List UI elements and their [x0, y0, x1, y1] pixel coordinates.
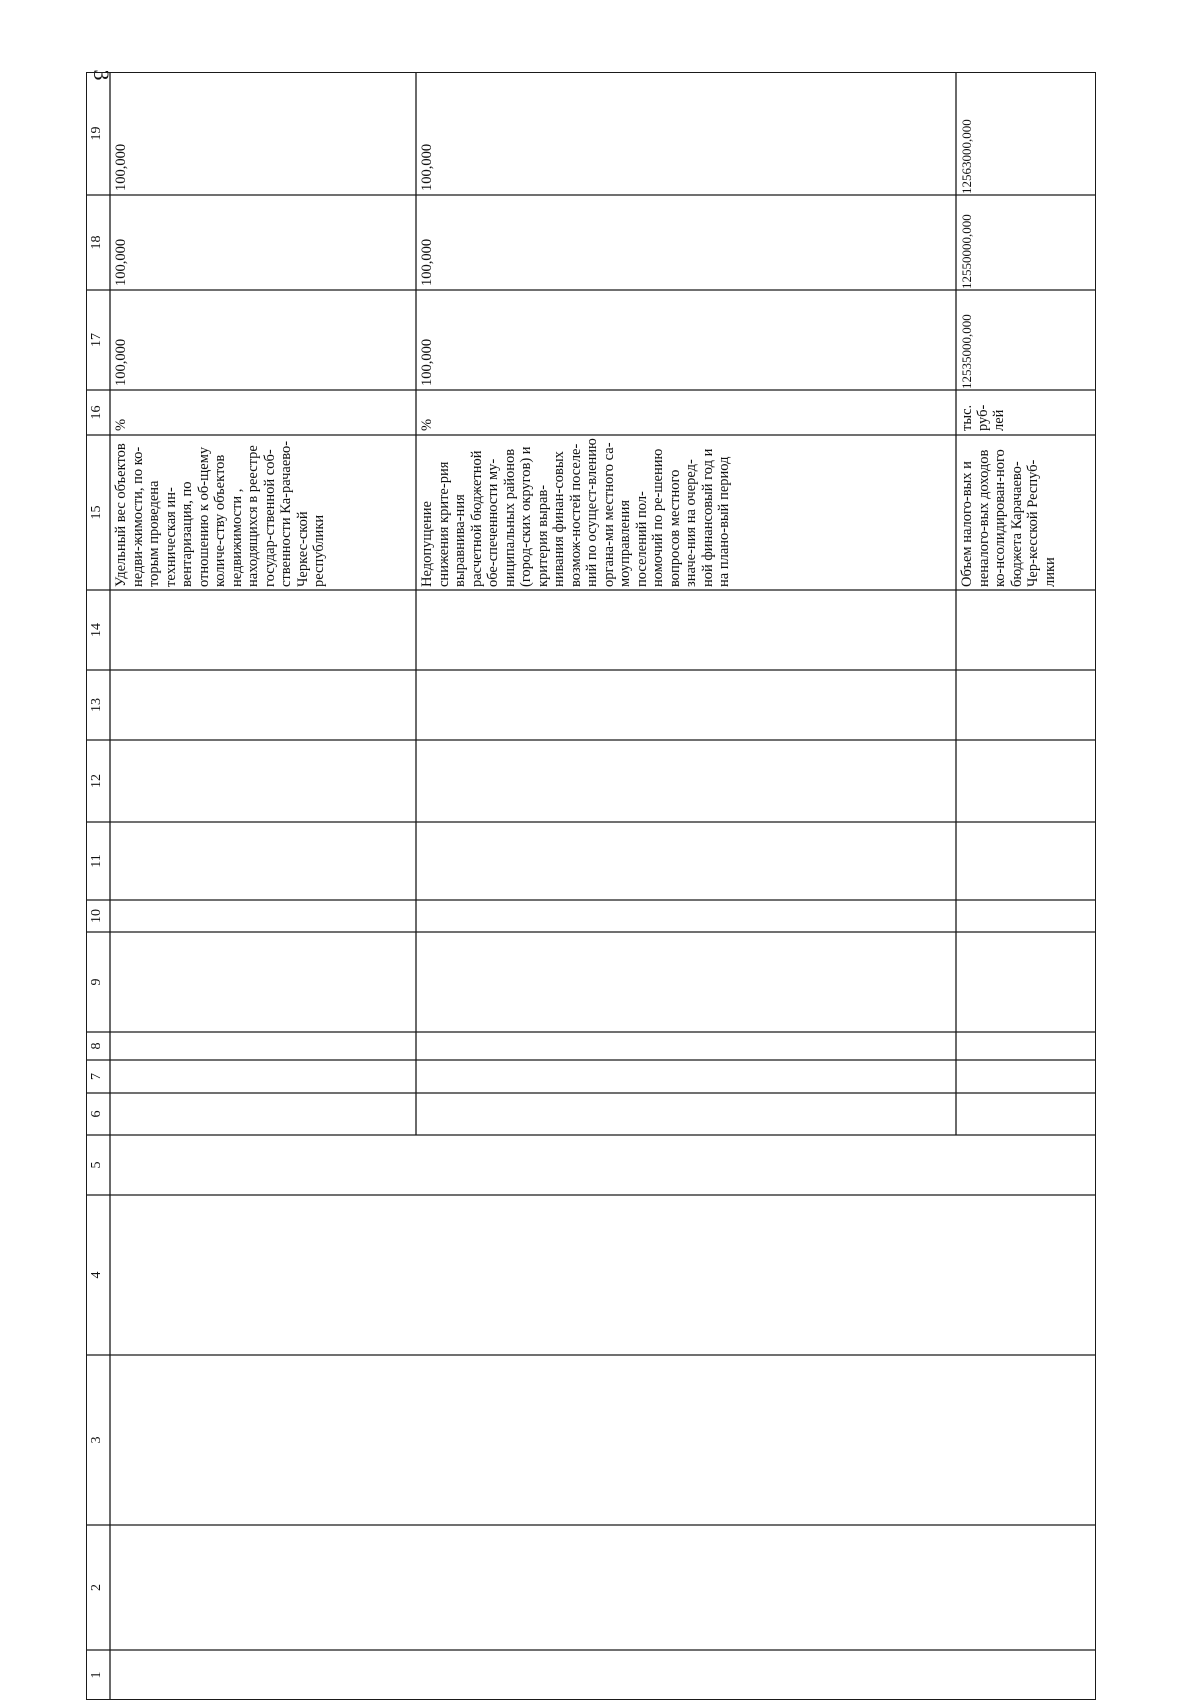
- col-number-1: 1: [89, 1671, 104, 1679]
- table-row-1-value-18: 100,000: [113, 238, 129, 286]
- table-grid: [86, 72, 1096, 1700]
- table-row-3-value-18: 12550000,000: [959, 214, 974, 289]
- col-number-15: 15: [89, 505, 104, 520]
- col-number-9: 9: [89, 978, 104, 986]
- col-number-14: 14: [89, 623, 104, 637]
- table-row-2-indicator: Недопущение снижения крите-рия выравнива-ния расчетной бюджетной обе-спеченности му-ниципальных районов (город-ских округов) и критерия вырав-нивания финан-совых возмож-ностей поселе-ний по осущест-влению органа-ми местного са-моуправления поселений пол-номочий по ре-шению вопросов местного значе-ния на очеред-ной финансовый год и на плано-вый период: [419, 438, 732, 587]
- table-row-3-value-19: 12563000,000: [959, 119, 974, 194]
- table-row-2-value-19: 100,000: [419, 143, 435, 191]
- table-row-3-unit: тыс. руб-лей: [959, 404, 1007, 431]
- col-number-5: 5: [89, 1161, 104, 1169]
- col-number-12: 12: [89, 774, 104, 788]
- col-number-4: 4: [89, 1271, 104, 1279]
- col-number-17: 17: [89, 333, 104, 347]
- col-number-11: 11: [89, 854, 104, 868]
- col-number-10: 10: [89, 909, 104, 923]
- table-row-1-value-19: 100,000: [113, 143, 129, 191]
- table-row-1-value-17: 100,000: [113, 338, 129, 386]
- col-number-13: 13: [89, 698, 104, 712]
- page-number: 3: [89, 69, 114, 81]
- table-row-1-unit: %: [113, 418, 129, 431]
- table-row-3-value-17: 12535000,000: [959, 314, 974, 389]
- table-row-2-value-17: 100,000: [419, 338, 435, 386]
- col-number-2: 2: [89, 1584, 104, 1591]
- col-number-16: 16: [89, 405, 104, 420]
- col-number-6: 6: [89, 1110, 104, 1118]
- table-row-1-indicator: Удельный вес объектов недви-жимости, по ко-торым проведена техническая ин-вентаризация, по отношению к об-щему количе-ству объектов недвижимости , находящихся в реестре государ-ственной соб-ственности Ка-рачаево-Черкес-ской республики: [113, 440, 327, 587]
- col-number-19: 19: [89, 126, 104, 141]
- col-number-8: 8: [89, 1042, 104, 1050]
- col-number-18: 18: [89, 235, 104, 250]
- table-row-3-indicator: Объем налого-вых и неналого-вых доходов ко-нсолидирован-ного бюджета Карачаево-Чер-кесской Респуб-лики: [959, 449, 1058, 587]
- table-row-2-unit: %: [419, 418, 435, 431]
- col-number-7: 7: [89, 1073, 104, 1080]
- col-number-3: 3: [89, 1436, 104, 1444]
- table-row-2-value-18: 100,000: [419, 238, 435, 286]
- rotated-table: [86, 72, 1096, 1700]
